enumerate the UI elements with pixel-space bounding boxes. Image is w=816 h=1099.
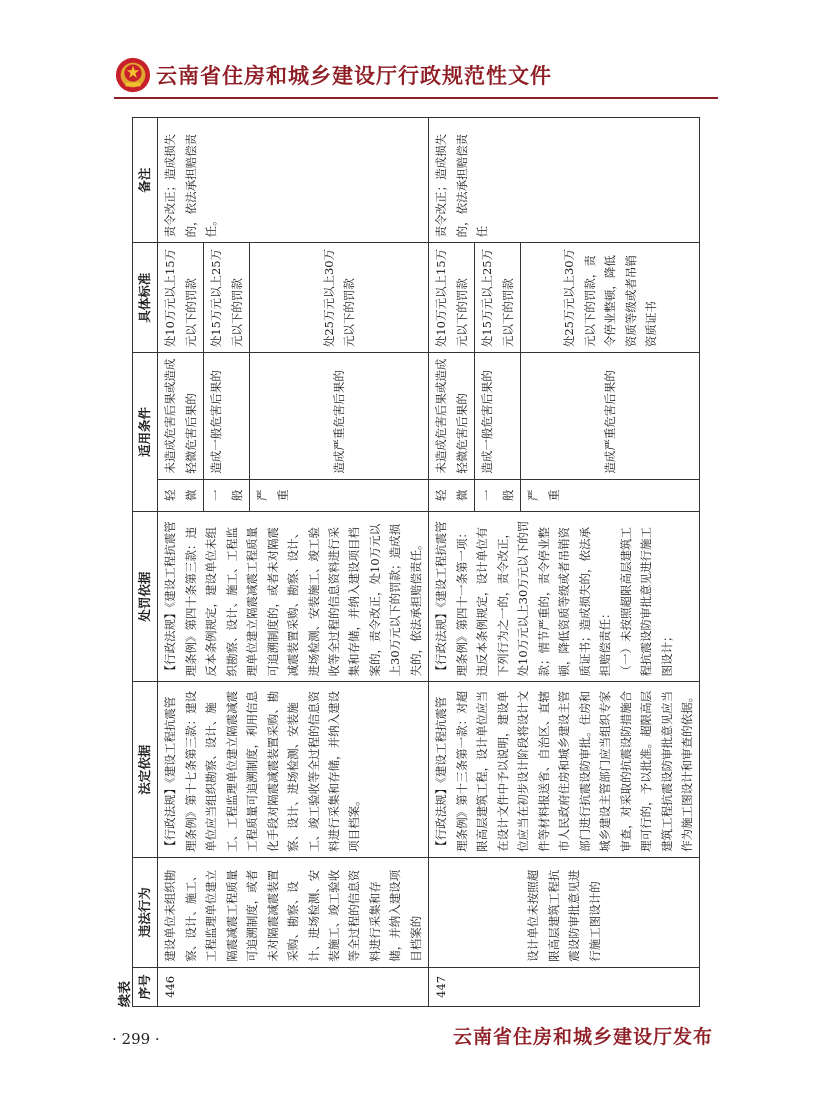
remark-cell: 责令改正；造成损失的，依法承担赔偿责任。	[158, 118, 429, 243]
page-header	[114, 56, 714, 96]
legal-basis-cell: 【行政法规】《建设工程抗震管理条例》第十三条第一款：对超限高层建筑工程，设计单位应当在设计文件中予以说明，建设单位应当在初步设计阶段将设计文件等材料报送省、自治区、直辖市人民政府住房和城乡建设主管部门进行抗震设防审批。住房和城乡建设主管部门应当组织专家审查，对采取的抗震设防措施合理可行的，予以批准。超限高层建筑工程抗震设防审批意见应当作为施工图设计和审查的依据。	[429, 682, 700, 857]
column-header-number: 序号	[133, 967, 158, 1006]
table-row	[429, 118, 475, 1007]
violation-cell: 建设单位未组织勘察、设计、施工、工程监理单位建立隔震减震工程质量可追溯制度，或者未对隔震减震装置采购、勘察、设计、进场检测、安装施工、竣工验收等全过程的信息资料进行采集和存储，并纳入建设项目档案的	[158, 857, 429, 967]
standard-cell: 处25万元以上30万元以下的罚款，责令停业整顿，降低资质等级或者吊销资质证书	[521, 243, 700, 353]
level-cell: 轻微	[429, 479, 475, 511]
standard-cell: 处25万元以上30万元以下的罚款	[250, 243, 429, 353]
rotated-table-page	[114, 117, 724, 1007]
penalty-basis-cell	[429, 511, 700, 682]
column-header-legal-basis: 法定依据	[133, 682, 158, 857]
penalty-basis-paragraph: 【行政法规】《建设工程抗震管理条例》第四十一条第一项：违反本条例规定，设计单位有下列行为之一的，责令改正，处10万元以上30万元以下的罚款；情节严重的，责令停业整顿，降低资质等级或者吊销资质证书；造成损失的，依法承担赔偿责任：	[434, 520, 613, 677]
column-header-remark: 备注	[133, 118, 158, 243]
header-divider	[114, 97, 718, 99]
condition-cell: 造成一般危害后果的	[204, 353, 250, 479]
penalty-basis-paragraph: （一）未按照超限高层建筑工程抗震设防审批意见进行施工图设计；	[618, 526, 674, 677]
national-emblem-icon	[114, 56, 152, 94]
condition-cell: 造成严重危害后果的	[521, 353, 700, 479]
condition-cell: 未造成危害后果或造成轻微危害后果的	[158, 353, 204, 479]
level-cell: 一般	[475, 479, 521, 511]
column-header-condition: 适用条件	[133, 353, 158, 512]
table-header-row	[133, 118, 158, 1007]
level-cell: 严重	[521, 479, 700, 511]
page-number: · 299 ·	[112, 1030, 160, 1048]
column-header-standard: 具体标准	[133, 243, 158, 353]
column-header-penalty-basis: 处罚依据	[133, 511, 158, 682]
condition-cell: 造成严重危害后果的	[250, 353, 429, 479]
penalty-standards-table	[132, 117, 700, 1007]
condition-cell: 造成一般危害后果的	[475, 353, 521, 479]
remark-cell: 责令改正；造成损失的，依法承担赔偿责任	[429, 118, 700, 243]
level-cell: 一般	[204, 479, 250, 511]
continued-table-label: 续表	[118, 980, 133, 1007]
standard-cell: 处15万元以上25万元以下的罚款	[475, 243, 521, 353]
table-row	[158, 118, 204, 1007]
standard-cell: 处10万元以上15万元以下的罚款	[158, 243, 204, 353]
row-number: 447	[429, 967, 700, 1006]
condition-cell: 未造成危害后果或造成轻微危害后果的	[429, 353, 475, 479]
column-header-violation: 违法行为	[133, 857, 158, 967]
level-cell: 严重	[250, 479, 429, 511]
row-number: 446	[158, 967, 429, 1006]
legal-basis-cell: 【行政法规】《建设工程抗震管理条例》第十七条第三款：建设单位应当组织勘察、设计、施工、工程监理单位建立隔震减震工程质量可追溯制度，利用信息化手段对隔震减震装置采购、勘察、设计、进场检测、安装施工、竣工验收等全过程的信息资料进行采集和存储，并纳入建设项目档案。	[158, 682, 429, 857]
violation-cell: 设计单位未按照超限高层建筑工程抗震设防审批意见进行施工图设计的	[429, 857, 700, 967]
penalty-basis-cell: 【行政法规】《建设工程抗震管理条例》第四十条第三款：违反本条例规定，建设单位未组织勘察、设计、施工、工程监理单位建立隔震减震工程质量可追溯制度的，或者未对隔震减震装置采购、勘察、设计、进场检测、安装施工、竣工验收等全过程的信息资料进行采集和存储，并纳入建设项目档案的，责令改正，处10万元以上30万元以下的罚款；造成损失的，依法承担赔偿责任。	[158, 511, 429, 682]
level-cell: 轻微	[158, 479, 204, 511]
publisher-footer: 云南省住房和城乡建设厅发布	[452, 1026, 713, 1048]
standard-cell: 处15万元以上25万元以下的罚款	[204, 243, 250, 353]
document-header-title: 云南省住房和城乡建设厅行政规范性文件	[156, 64, 552, 88]
standard-cell: 处10万元以上15万元以下的罚款	[429, 243, 475, 353]
